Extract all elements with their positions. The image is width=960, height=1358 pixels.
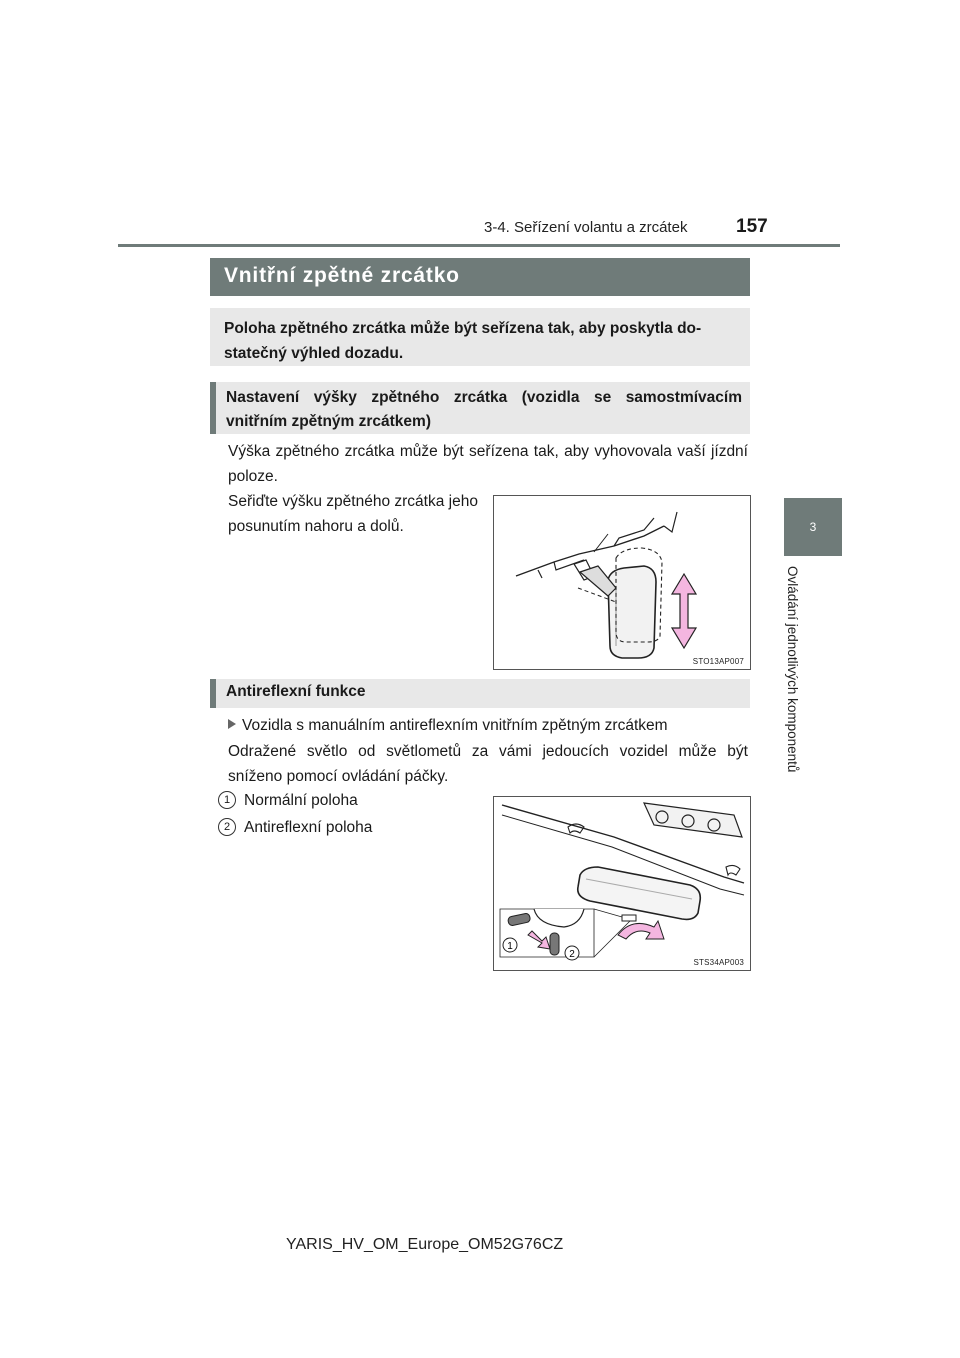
- item-label: Normální poloha: [244, 792, 358, 809]
- antiglare-illustration: [494, 797, 750, 970]
- height-adjust-instruction: Seřiďte výšku zpětného zrcátka jeho posunutím nahoru a dolů.: [228, 493, 478, 535]
- intro-box: [210, 308, 750, 366]
- figure-code: STS34AP003: [693, 958, 744, 967]
- antiglare-bullet: [228, 713, 748, 738]
- height-adjust-heading-box: [210, 382, 750, 434]
- chapter-tab[interactable]: 3: [784, 498, 842, 556]
- chapter-side-label-text: Ovládání jednotlivých komponentů: [785, 566, 800, 773]
- section-title-bar: [210, 258, 750, 296]
- mirror-height-illustration: [494, 496, 750, 669]
- heading-accent: [210, 382, 216, 434]
- triangle-bullet-icon: [228, 719, 236, 729]
- height-adjust-heading: Nastavení výšky zpětného zrcátka (vozidla se samostmívacím vnitřním zpětným zrcátkem): [226, 389, 742, 430]
- callout-2: 2: [569, 949, 575, 960]
- list-item: [218, 790, 358, 812]
- antiglare-figure: [493, 796, 751, 971]
- height-adjust-paragraph: Výška zpětného zrcátka může být seřízena tak, aby vyhovovala vaší jízdní poloze.: [228, 443, 748, 485]
- chapter-title: 3-4. Seřízení volantu a zrcátek: [484, 219, 688, 236]
- chapter-side-label: [780, 566, 810, 786]
- item-number-circle: 1: [218, 791, 236, 809]
- figure-code: STO13AP007: [692, 657, 744, 666]
- mirror-height-figure: [493, 495, 751, 670]
- header-divider: [118, 244, 840, 247]
- antiglare-heading-box: [210, 679, 750, 708]
- antiglare-paragraph: Odražené světlo od světlometů za vámi jedoucích vozidel může být sníženo pomocí ovládání páčky.: [228, 743, 748, 785]
- page-number: 157: [736, 216, 768, 237]
- heading-accent: [210, 679, 216, 708]
- callout-1: 1: [507, 941, 513, 952]
- antiglare-heading: Antireflexní funkce: [226, 683, 366, 700]
- intro-text: Poloha zpětného zrcátka může být seřízena tak, aby poskytla do-statečný výhled dozadu.: [224, 320, 702, 362]
- document-id: YARIS_HV_OM_Europe_OM52G76CZ: [286, 1236, 564, 1253]
- list-item: [218, 817, 372, 839]
- item-label: Antireflexní poloha: [244, 819, 373, 836]
- section-title: Vnitřní zpětné zrcátko: [224, 264, 460, 287]
- antiglare-bullet-text: Vozidla s manuálním antireflexním vnitřním zpětným zrcátkem: [242, 717, 668, 734]
- item-number-circle: 2: [218, 818, 236, 836]
